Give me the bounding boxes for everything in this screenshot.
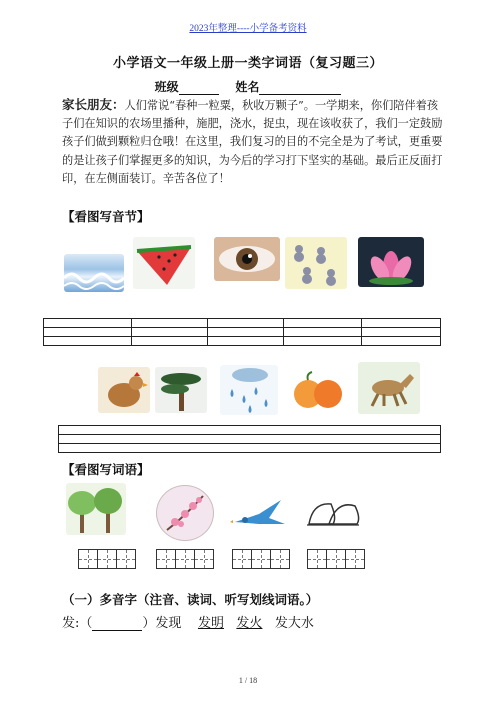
question-1-title: （一）多音字（注音、读词、听写划线词语。） <box>62 592 319 607</box>
section-heading-words: 【看图写词语】 <box>62 462 150 477</box>
pinyin-answer-blank[interactable] <box>92 616 142 631</box>
peaches-icon <box>290 370 346 412</box>
waves-picture <box>64 254 124 292</box>
trees-icon <box>66 483 126 535</box>
trees-picture <box>66 483 126 535</box>
horse-picture <box>358 362 420 414</box>
bird-icon <box>229 494 289 534</box>
word-2-underlined: 发明 <box>197 616 224 631</box>
bread-icon <box>303 494 363 534</box>
section-heading-pinyin: 【看图写音节】 <box>62 209 150 224</box>
name-label: 姓名 <box>235 80 260 94</box>
polyphone-char: 发: <box>62 616 80 631</box>
watermelon-picture <box>133 237 195 289</box>
ants-icon <box>285 237 347 289</box>
eye-picture <box>214 237 280 281</box>
class-name-line <box>0 78 496 95</box>
parent-note-label: 家长朋友： <box>62 97 125 112</box>
ants-picture <box>285 237 347 289</box>
word-writing-boxes-2[interactable] <box>156 549 214 569</box>
question-1-line <box>62 612 314 631</box>
lotus-icon <box>358 237 424 287</box>
pine-tree-picture <box>155 367 207 413</box>
paren-close: ） <box>142 616 156 631</box>
paren-open: （ <box>79 616 93 631</box>
rain-picture <box>220 365 278 415</box>
word-1: 发现 <box>155 616 182 631</box>
watermelon-icon <box>133 237 195 289</box>
waves-icon <box>64 254 124 292</box>
pinyin-writing-lines-1[interactable] <box>43 318 441 346</box>
peach-blossom-icon <box>157 486 213 540</box>
lotus-picture <box>358 237 424 287</box>
word-writing-boxes-1[interactable] <box>78 549 136 569</box>
parent-note-text: 人们常说“春种一粒粟，秋收万颗子”。一学期来，你们陪伴着孩子们在知识的农场里播种，施肥，浇水，捉虫，现在该收获了，我们一定鼓励孩子们做到颗粒归仓哦！在这里，我们复习的目的不完全是为了考试，更重要的是让孩子们掌握更多的知识，为今后的学习打下坚实的基础。最后正反面打印，在左侧面装订。辛苦各位了！ <box>62 99 443 185</box>
bird-picture <box>229 494 289 534</box>
page-title: 小学语文一年级上册一类字词语（复习题三） <box>112 56 383 71</box>
word-writing-boxes-4[interactable] <box>307 549 365 569</box>
page-number: 1 / 18 <box>238 676 258 685</box>
bread-picture <box>303 494 363 534</box>
peaches-picture <box>290 370 346 412</box>
pine-tree-icon <box>155 367 207 413</box>
word-3-underlined: 发火 <box>236 616 263 631</box>
eye-icon <box>214 237 280 281</box>
hen-icon <box>98 367 150 413</box>
header-link[interactable]: 2023年整理----小学备考资料 <box>189 24 307 34</box>
class-blank[interactable] <box>179 94 219 95</box>
horse-icon <box>358 362 420 414</box>
word-4: 发大水 <box>274 616 314 631</box>
word-writing-boxes-3[interactable] <box>232 549 290 569</box>
name-blank[interactable] <box>259 94 341 95</box>
pinyin-writing-lines-2[interactable] <box>58 425 441 453</box>
parent-note <box>62 96 446 188</box>
hen-picture <box>98 367 150 413</box>
rain-icon <box>220 365 278 415</box>
peach-blossom-picture <box>156 485 214 541</box>
class-label: 班级 <box>154 80 179 94</box>
